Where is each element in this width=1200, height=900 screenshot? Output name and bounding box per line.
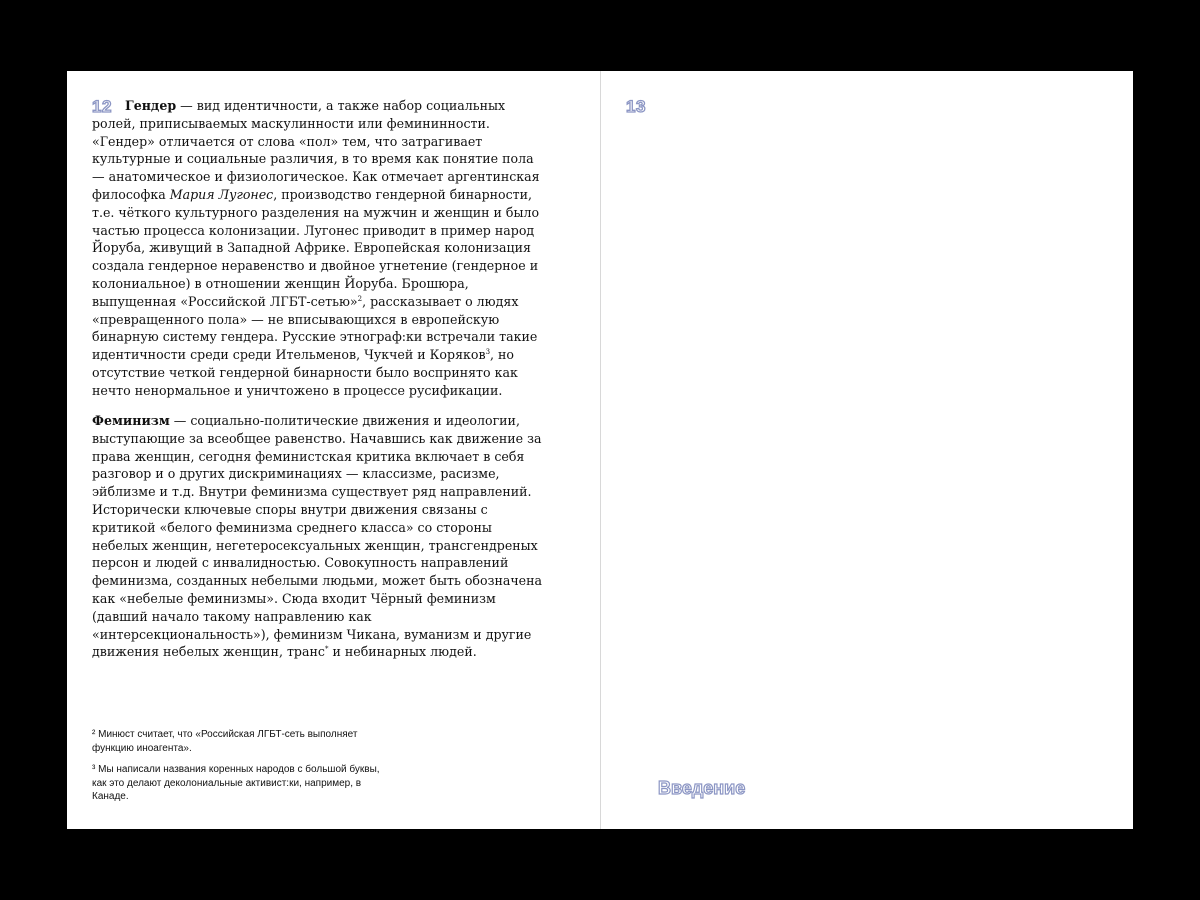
page-number-left: 12 xyxy=(92,97,112,116)
left-page xyxy=(67,71,600,829)
term-feminism: Феминизм xyxy=(92,413,170,428)
right-page xyxy=(600,71,1133,829)
paragraph-gender-text-d: , но отсутствие четкой гендерной бинарности было воспринято как нечто ненормальное и уничтожено в процессе русификации. xyxy=(92,347,518,398)
paragraph-gender-text-c: , рассказывает о людях «превращенного пола» — не вписывающихся в европейскую бинарную систему гендера. Русские этнограф:ки встречали такие идентичности среди среди Ительменов, Чукчей и Коряков xyxy=(92,293,538,363)
page-number-right: 13 xyxy=(626,97,646,116)
paragraph-gender xyxy=(92,97,544,400)
section-title: Введение xyxy=(658,778,746,798)
footnotes xyxy=(92,728,382,812)
paragraph-feminism xyxy=(92,412,544,661)
paragraph-gender-text-b: , производство гендерной бинарности, т.е. чёткого культурного разделения на мужчин и женщин и было частью процесса колонизации. Лугонес приводит в пример народ Йоруба, живущий в Западной Африке. Европейская колонизация создала гендерное неравенство и двойное угнетение (гендерное и колониальное) в отношении женщин Йоруба. Брошюра, выпущенная «Российской ЛГБТ-сетью» xyxy=(92,186,540,309)
paragraph-feminism-text-a: — социально-политические движения и идеологии, выступающие за всеобщее равенство. Начавшись как движение за права женщин, сегодня феминистская критика включает в себя разговор и о других дискриминациях — классизме, расизме, эйблизме и т.д. Внутри феминизма существует ряд направлений. Исторически ключевые споры внутри движения связаны с критикой «белого феминизма среднего класса» со стороны небелых женщин, негетеросексуальных женщин, трансгендреных персон и людей с инвалидностью. Совокупность направлений феминизма, созданных небелыми людьми, может быть обозначена как «небелые феминизмы». Сюда входит Чёрный феминизм (давший начало такому направлению как «интерсекциональность»), феминизм Чикана, вуманизм и другие движения небелых женщин, транс xyxy=(92,413,543,660)
paragraph-gender-text-a: — вид идентичности, а также набор социальных ролей, приписываемых маскулинности или фемининности. «Гендер» отличается от слова «пол» тем, что затрагивает культурные и социальные различия, в то время как понятие пола — анатомическое и физиологическое. Как отмечает аргентинская философка xyxy=(92,98,540,202)
footnote-ref-2[interactable]: 2 xyxy=(357,294,363,303)
footnote-3: ³ Мы написали названия коренных народов с большой буквы, как это делают деколониальные активист:ки, например, в Канаде. xyxy=(92,764,380,802)
footnote-2: ² Минюст считает, что «Российская ЛГБТ-сеть выполняет функцию иноагента». xyxy=(92,729,358,754)
book-spread xyxy=(67,71,1133,829)
trans-asterisk: * xyxy=(324,645,329,654)
term-gender: Гендер xyxy=(125,98,177,113)
footnote-ref-3[interactable]: 3 xyxy=(485,347,491,356)
paragraph-feminism-text-b: и небинарных людей. xyxy=(328,644,477,660)
italic-name: Мария Лугонес xyxy=(169,186,274,202)
